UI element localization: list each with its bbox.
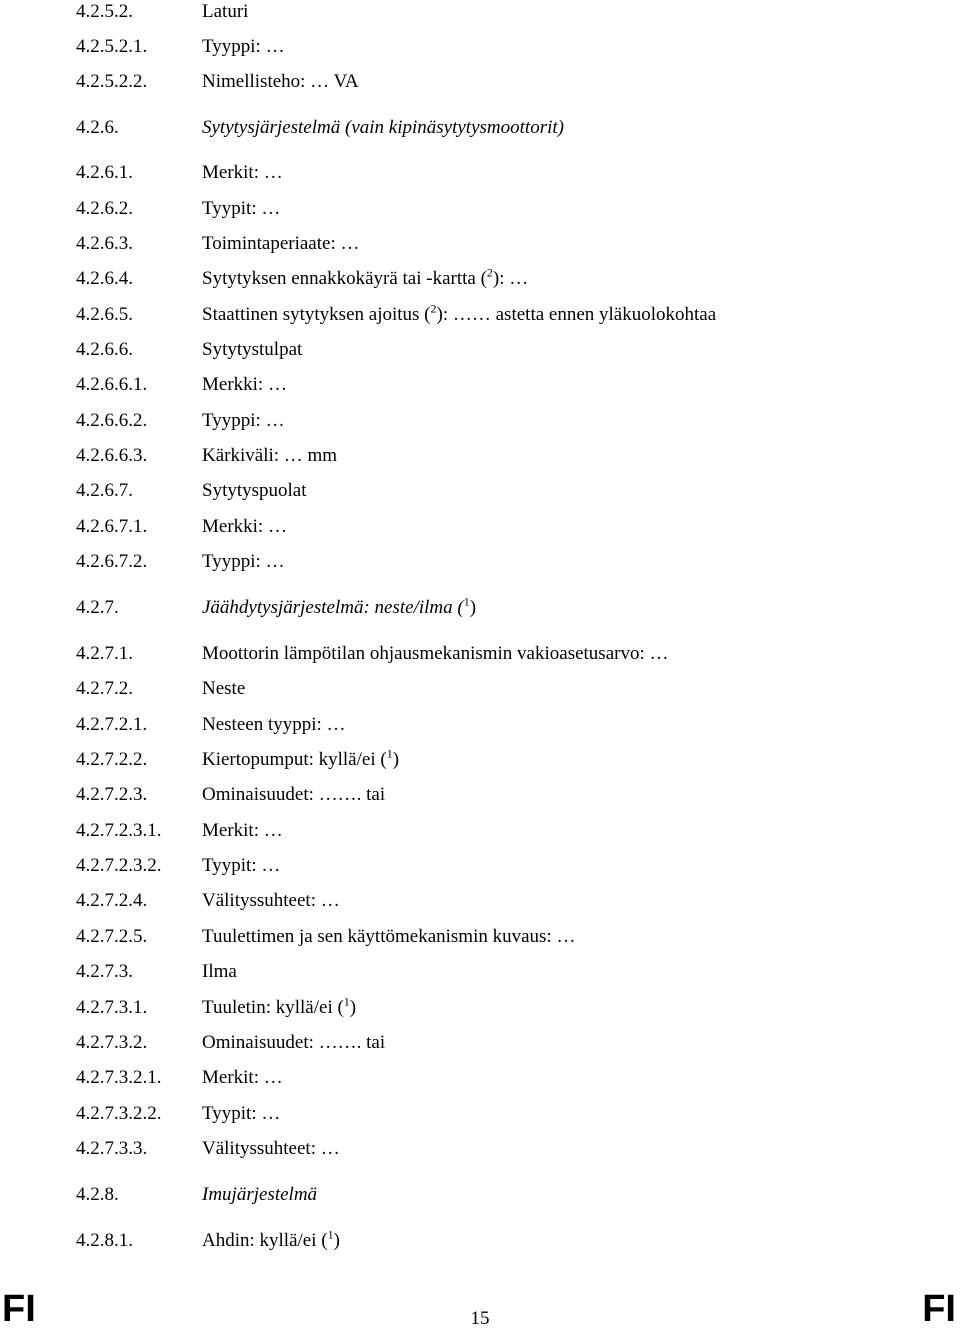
- entry-4-2-7-3-2: [0, 1029, 960, 1057]
- entry-4-2-6-2: [0, 195, 960, 223]
- footnote-reference: 1: [386, 746, 393, 761]
- footnote-reference: 1: [343, 994, 350, 1009]
- entry-text: Merkit: …: [202, 1067, 283, 1088]
- entry-4-2-7-2-3-1: [0, 817, 960, 845]
- entry-number: 4.2.5.2.: [76, 1, 133, 22]
- entry-text-part: ): [392, 749, 400, 770]
- page-number: 15: [470, 1308, 490, 1329]
- entry-number: 4.2.7.3.1.: [76, 997, 148, 1018]
- entry-text: Laturi: [202, 1, 249, 22]
- entry-4-2-5-2-2: [0, 68, 960, 96]
- entry-text: [202, 746, 399, 774]
- entry-text: Tyyppi: …: [202, 36, 285, 57]
- entry-text: Tyypit: …: [202, 855, 281, 876]
- entry-4-2-7-2-3: [0, 781, 960, 809]
- footnote-reference: 2: [430, 301, 437, 316]
- section-heading-4-2-7: [0, 594, 960, 622]
- entry-number: 4.2.6.2.: [76, 198, 133, 219]
- entry-4-2-5-2: [0, 0, 960, 26]
- entry-text-part: ): …: [492, 268, 529, 289]
- entry-text: Sytytyspuolat: [202, 480, 307, 501]
- entry-4-2-6-7-1: [0, 513, 960, 541]
- section-heading-4-2-6: [0, 114, 960, 142]
- entry-text-part: Kiertopumput: kyllä/ei (: [202, 749, 387, 770]
- entry-number: 4.2.6.4.: [76, 268, 133, 289]
- entry-text: Tyyppi: …: [202, 410, 285, 431]
- entry-4-2-6-6-1: [0, 371, 960, 399]
- entry-text: Kärkiväli: … mm: [202, 445, 338, 466]
- entry-text: Ilma: [202, 961, 237, 982]
- entry-text: [202, 265, 528, 293]
- entry-number: 4.2.6.7.1.: [76, 516, 148, 537]
- entry-number: 4.2.8.: [76, 1184, 119, 1205]
- entry-number: 4.2.6.7.: [76, 480, 133, 501]
- entry-4-2-7-2-2: [0, 746, 960, 774]
- entry-text: Tyyppi: …: [202, 551, 285, 572]
- entry-number: 4.2.7.3.2.2.: [76, 1103, 162, 1124]
- entry-number: 4.2.7.2.: [76, 678, 133, 699]
- entry-4-2-6-7-2: [0, 548, 960, 576]
- entry-text-part: Jäähdytysjärjestelmä: neste/ilma (: [202, 597, 464, 618]
- entry-4-2-7-2: [0, 675, 960, 703]
- footnote-reference: 1: [327, 1227, 334, 1242]
- entry-number: 4.2.6.6.2.: [76, 410, 148, 431]
- entry-number: 4.2.7.2.3.1.: [76, 820, 162, 841]
- entry-4-2-6-6: [0, 336, 960, 364]
- entry-number: 4.2.8.1.: [76, 1230, 133, 1251]
- entry-number: 4.2.5.2.1.: [76, 36, 148, 57]
- entry-4-2-6-3: [0, 230, 960, 258]
- section-title: Sytytysjärjestelmä (vain kipinäsytytysmoottorit): [202, 117, 564, 138]
- entry-4-2-7-3-2-2: [0, 1100, 960, 1128]
- entry-number: 4.2.7.2.2.: [76, 749, 148, 770]
- entry-4-2-8-1: [0, 1227, 960, 1255]
- footer-language-mark-right: FI: [922, 1288, 956, 1330]
- footnote-reference: 1: [463, 594, 470, 609]
- entry-4-2-7-3: [0, 958, 960, 986]
- entry-number: 4.2.7.3.3.: [76, 1138, 148, 1159]
- entry-number: 4.2.7.: [76, 597, 119, 618]
- entry-number: 4.2.7.2.3.: [76, 784, 148, 805]
- entry-number: 4.2.7.2.1.: [76, 714, 148, 735]
- entry-text: Merkki: …: [202, 516, 287, 537]
- entry-text: Neste: [202, 678, 246, 699]
- entry-number: 4.2.7.3.2.: [76, 1032, 148, 1053]
- entry-text-part: ): [469, 597, 477, 618]
- entry-text: [202, 301, 716, 329]
- entry-number: 4.2.6.3.: [76, 233, 133, 254]
- section-heading-4-2-8: [0, 1181, 960, 1209]
- entry-4-2-6-4: [0, 265, 960, 293]
- entry-4-2-7-2-3-2: [0, 852, 960, 880]
- entry-4-2-7-2-5: [0, 923, 960, 951]
- entry-4-2-7-2-4: [0, 887, 960, 915]
- entry-4-2-6-6-3: [0, 442, 960, 470]
- entry-4-2-6-1: [0, 159, 960, 187]
- entry-4-2-7-3-3: [0, 1135, 960, 1163]
- entry-text: Tuulettimen ja sen käyttömekanismin kuvaus: …: [202, 926, 576, 947]
- entry-number: 4.2.6.: [76, 117, 119, 138]
- entry-number: 4.2.6.6.: [76, 339, 133, 360]
- entry-4-2-6-5: [0, 301, 960, 329]
- entry-text: Välityssuhteet: …: [202, 1138, 340, 1159]
- entry-text: Merkit: …: [202, 820, 283, 841]
- entry-number: 4.2.7.1.: [76, 643, 133, 664]
- entry-text: Sytytystulpat: [202, 339, 303, 360]
- entry-text-part: ): [349, 997, 357, 1018]
- entry-number: 4.2.6.1.: [76, 162, 133, 183]
- entry-text: Ominaisuudet: ……. tai: [202, 784, 386, 805]
- entry-number: 4.2.6.5.: [76, 304, 133, 325]
- entry-4-2-5-2-1: [0, 33, 960, 61]
- entry-text: Toimintaperiaate: …: [202, 233, 360, 254]
- entry-text-part: Sytytyksen ennakkokäyrä tai -kartta (: [202, 268, 487, 289]
- entry-text-part: Staattinen sytytyksen ajoitus (: [202, 304, 431, 325]
- entry-text-part: ): [333, 1230, 340, 1251]
- entry-number: 4.2.6.6.3.: [76, 445, 148, 466]
- entry-4-2-7-3-1: [0, 994, 960, 1022]
- entry-text: Merkit: …: [202, 162, 283, 183]
- entry-text: Tyypit: …: [202, 198, 281, 219]
- entry-number: 4.2.6.6.1.: [76, 374, 148, 395]
- entry-text: Tyypit: …: [202, 1103, 281, 1124]
- entry-text: Nesteen tyyppi: …: [202, 714, 346, 735]
- entry-number: 4.2.7.2.3.2.: [76, 855, 162, 876]
- section-title: [202, 594, 476, 622]
- entry-number: 4.2.7.2.5.: [76, 926, 148, 947]
- entry-text: Moottorin lämpötilan ohjausmekanismin vakioasetusarvo: …: [202, 643, 669, 664]
- footer-language-mark-left: FI: [2, 1288, 36, 1330]
- entry-number: 4.2.5.2.2.: [76, 71, 148, 92]
- entry-text-part: Tuuletin: kyllä/ei (: [202, 997, 344, 1018]
- entry-4-2-7-1: [0, 640, 960, 668]
- entry-number: 4.2.6.7.2.: [76, 551, 148, 572]
- entry-text-part: ): …… astetta ennen yläkuolokohtaa: [436, 304, 717, 325]
- entry-text: Välityssuhteet: …: [202, 890, 340, 911]
- entry-number: 4.2.7.3.2.1.: [76, 1067, 162, 1088]
- entry-4-2-6-6-2: [0, 407, 960, 435]
- entry-4-2-6-7: [0, 477, 960, 505]
- footnote-reference: 2: [486, 265, 493, 280]
- entry-text: Nimellisteho: … VA: [202, 71, 359, 92]
- entry-number: 4.2.7.2.4.: [76, 890, 148, 911]
- entry-text: [202, 1227, 340, 1255]
- entry-4-2-7-3-2-1: [0, 1064, 960, 1092]
- section-title: Imujärjestelmä: [202, 1184, 318, 1205]
- entry-number: 4.2.7.3.: [76, 961, 133, 982]
- entry-text: Merkki: …: [202, 374, 287, 395]
- entry-4-2-7-2-1: [0, 711, 960, 739]
- entry-text-part: Ahdin: kyllä/ei (: [202, 1230, 328, 1251]
- entry-text: [202, 994, 356, 1022]
- entry-text: Ominaisuudet: ……. tai: [202, 1032, 386, 1053]
